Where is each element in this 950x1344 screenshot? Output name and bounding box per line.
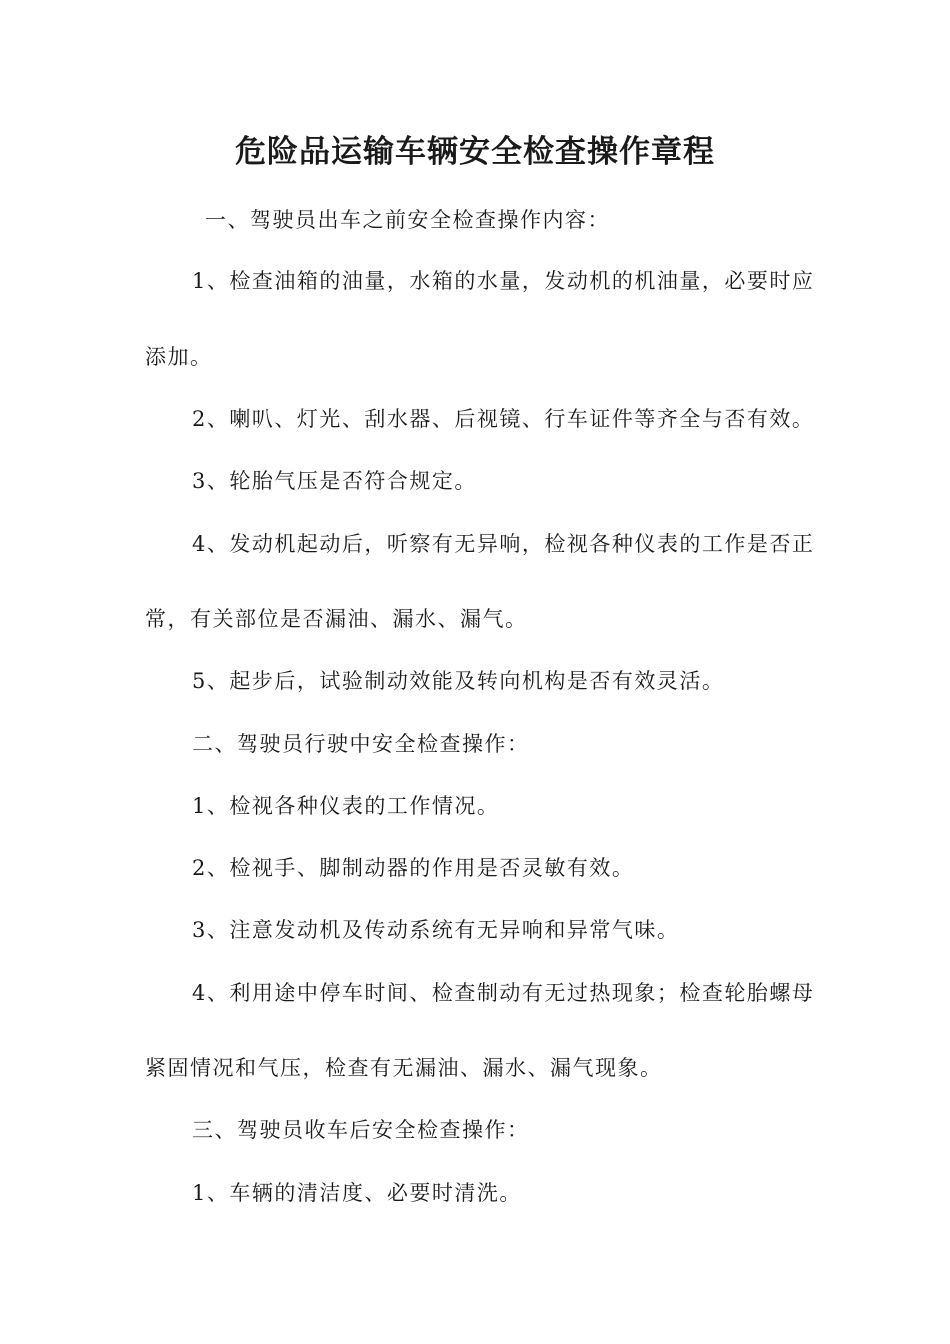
- paragraph-line: 添加。: [145, 345, 213, 369]
- paragraph-line: 3、注意发动机及传动系统有无异响和异常气味。: [192, 918, 680, 942]
- paragraph-line: 1、检视各种仪表的工作情况。: [192, 794, 500, 818]
- paragraph-line: 1、检查油箱的油量，水箱的水量，发动机的机油量，必要时应: [192, 269, 815, 293]
- paragraph-line: 常，有关部位是否漏油、漏水、漏气。: [145, 607, 528, 631]
- paragraph-line: 4、利用途中停车时间、检查制动有无过热现象；检查轮胎螺母: [192, 981, 815, 1005]
- paragraph-line: 1、车辆的清洁度、必要时清洗。: [192, 1181, 522, 1205]
- paragraph-line: 5、起步后，试验制动效能及转向机构是否有效灵活。: [192, 669, 725, 693]
- document-title: 危险品运输车辆安全检查操作章程: [235, 134, 715, 170]
- section-heading-1: 一、驾驶员出车之前安全检查操作内容：: [205, 208, 610, 232]
- paragraph-line: 2、检视手、脚制动器的作用是否灵敏有效。: [192, 856, 635, 880]
- section-heading-3: 三、驾驶员收车后安全检查操作：: [192, 1118, 530, 1142]
- section-heading-2: 二、驾驶员行驶中安全检查操作：: [192, 732, 530, 756]
- paragraph-line: 紧固情况和气压，检查有无漏油、漏水、漏气现象。: [145, 1056, 663, 1080]
- paragraph-line: 4、发动机起动后，听察有无异响，检视各种仪表的工作是否正: [192, 532, 815, 556]
- paragraph-line: 2、喇叭、灯光、刮水器、后视镜、行车证件等齐全与否有效。: [192, 407, 815, 431]
- paragraph-line: 3、轮胎气压是否符合规定。: [192, 469, 477, 493]
